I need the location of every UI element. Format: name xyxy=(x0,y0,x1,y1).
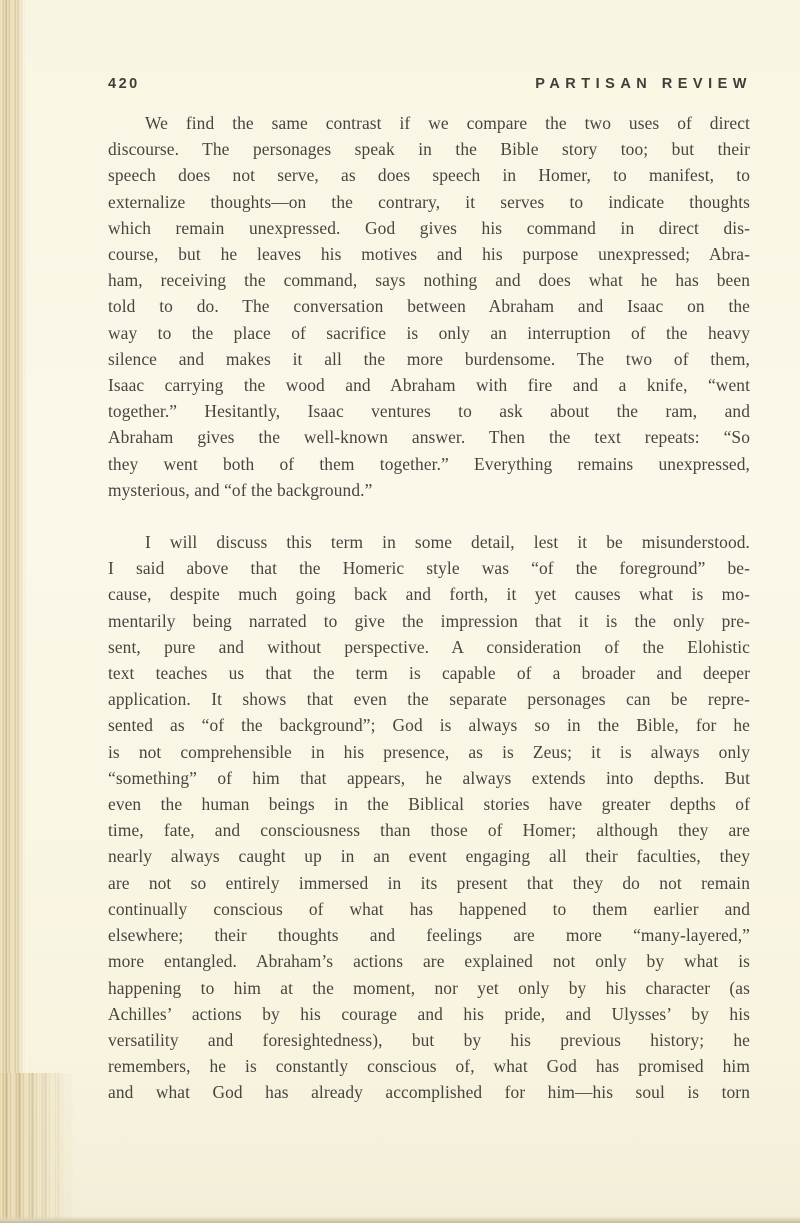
text-line: told to do. The conversation between Abraham and Isaac on the xyxy=(108,296,750,317)
text-line: Achilles’ actions by his courage and his pride, and Ulysses’ by his xyxy=(108,1003,750,1024)
text-line: way to the place of sacrifice is only an interruption of the heavy xyxy=(108,322,750,343)
book-page-edges-bottom-left xyxy=(0,1073,78,1223)
text-line: Abraham gives the well-known answer. Then the text repeats: “So xyxy=(108,427,750,448)
journal-title: PARTISAN REVIEW xyxy=(535,76,752,92)
paragraph xyxy=(108,110,750,503)
text-line: continually conscious of what has happened to them earlier and xyxy=(108,898,750,919)
page-number: 420 xyxy=(108,76,140,92)
text-line: elsewhere; their thoughts and feelings are more “many-layered,” xyxy=(108,925,750,946)
text-line: I will discuss this term in some detail, lest it be misunderstood. xyxy=(145,532,750,553)
running-head xyxy=(108,76,752,92)
book-page-edges-left xyxy=(0,0,27,1223)
text-line: is not comprehensible in his presence, as is Zeus; it is always only xyxy=(108,741,750,762)
text-line: more entangled. Abraham’s actions are explained not only by what is xyxy=(108,951,750,972)
text-line: sented as “of the background”; God is always so in the Bible, for he xyxy=(108,715,750,736)
text-line: We find the same contrast if we compare the two uses of direct xyxy=(145,113,750,133)
page-bottom-scan-edge xyxy=(0,1216,800,1223)
text-line: nearly always caught up in an event engaging all their faculties, they xyxy=(108,846,750,867)
text-line: even the human beings in the Biblical stories have greater depths of xyxy=(108,794,750,815)
text-line: Isaac carrying the wood and Abraham with fire and a knife, “went xyxy=(108,375,750,396)
text-line: cause, despite much going back and forth, it yet causes what is mo- xyxy=(108,584,750,605)
text-line: discourse. The personages speak in the Bible story too; but their xyxy=(108,139,750,160)
text-line: “something” of him that appears, he always extends into depths. But xyxy=(108,767,750,788)
text-line: mysterious, and “of the background.” xyxy=(108,479,373,500)
text-line: I said above that the Homeric style was “of the foreground” be- xyxy=(108,558,750,579)
text-line: versatility and foresightedness), but by his previous history; he xyxy=(108,1029,750,1050)
text-line: sent, pure and without perspective. A consideration of the Elohistic xyxy=(108,636,750,657)
text-line: mentarily being narrated to give the impression that it is the only pre- xyxy=(108,610,750,631)
text-line: and what God has already accomplished for him—his soul is torn xyxy=(108,1082,750,1103)
text-line: they went both of them together.” Everything remains unexpressed, xyxy=(108,453,750,474)
text-line: silence and makes it all the more burdensome. The two of them, xyxy=(108,348,750,369)
text-line: remembers, he is constantly conscious of, what God has promised him xyxy=(108,1056,750,1077)
paragraph xyxy=(108,529,750,1105)
text-line: time, fate, and consciousness than those of Homer; although they are xyxy=(108,820,750,841)
text-line: application. It shows that even the separate personages can be repre- xyxy=(108,689,750,710)
text-line: which remain unexpressed. God gives his command in direct dis- xyxy=(108,217,750,238)
page-body xyxy=(108,110,750,1106)
text-line: course, but he leaves his motives and his purpose unexpressed; Abra- xyxy=(108,244,750,265)
text-line: are not so entirely immersed in its present that they do not remain xyxy=(108,872,750,893)
text-line: together.” Hesitantly, Isaac ventures to ask about the ram, and xyxy=(108,401,750,422)
text-line: externalize thoughts—on the contrary, it serves to indicate thoughts xyxy=(108,191,750,212)
text-line: happening to him at the moment, nor yet only by his character (as xyxy=(108,977,750,998)
text-line: text teaches us that the term is capable of a broader and deeper xyxy=(108,663,750,684)
text-line: ham, receiving the command, says nothing and does what he has been xyxy=(108,270,750,291)
text-line: speech does not serve, as does speech in Homer, to manifest, to xyxy=(108,165,750,186)
